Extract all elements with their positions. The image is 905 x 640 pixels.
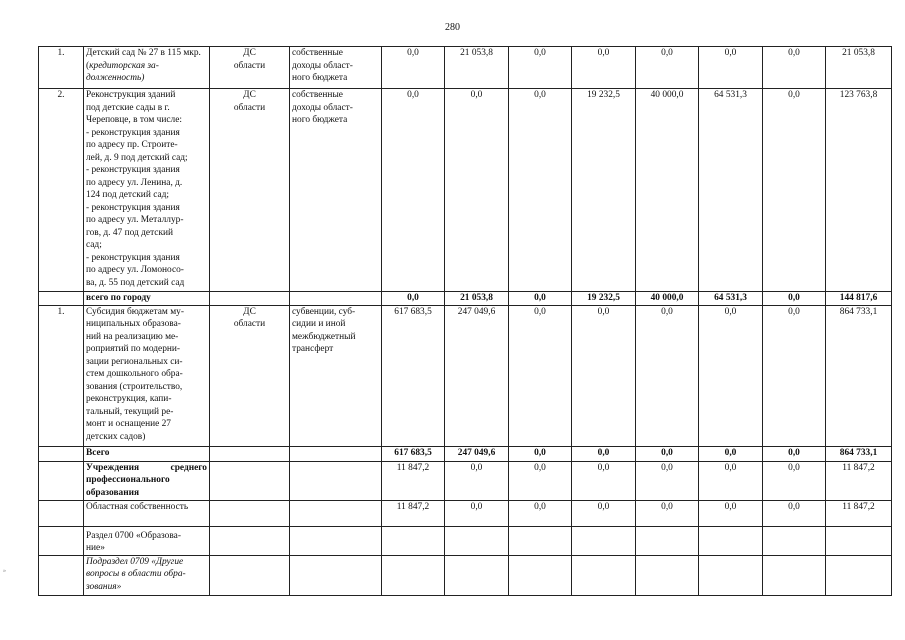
empty-cell bbox=[39, 446, 84, 461]
value-cell: 0,0 bbox=[509, 305, 572, 446]
value-cell: 64 531,3 bbox=[699, 292, 763, 306]
row-source: собственные доходы област- ного бюджета bbox=[290, 89, 382, 292]
value-cell: 0,0 bbox=[509, 500, 572, 526]
empty-cell bbox=[572, 526, 636, 555]
value-cell: 864 733,1 bbox=[826, 446, 892, 461]
empty-cell bbox=[509, 555, 572, 595]
value-cell: 0,0 bbox=[636, 446, 699, 461]
table-row bbox=[39, 526, 892, 555]
value-cell: 144 817,6 bbox=[826, 292, 892, 306]
value-cell: 19 232,5 bbox=[572, 292, 636, 306]
value-cell: 11 847,2 bbox=[826, 461, 892, 500]
row-owner: ДС области bbox=[210, 47, 290, 89]
empty-cell bbox=[445, 526, 509, 555]
empty-cell bbox=[763, 526, 826, 555]
value-cell: 0,0 bbox=[572, 47, 636, 89]
value-cell: 64 531,3 bbox=[699, 89, 763, 292]
value-cell: 864 733,1 bbox=[826, 305, 892, 446]
row-number: 1. bbox=[39, 47, 84, 89]
empty-cell bbox=[39, 500, 84, 526]
value-cell: 0,0 bbox=[699, 500, 763, 526]
row-description-italic: кредиторская за-долженность) bbox=[86, 60, 159, 83]
row-label: Учреждения среднего профессионального образования bbox=[84, 461, 210, 500]
empty-cell bbox=[290, 500, 382, 526]
empty-cell bbox=[39, 555, 84, 595]
value-cell: 0,0 bbox=[699, 47, 763, 89]
value-cell: 11 847,2 bbox=[382, 461, 445, 500]
value-cell: 11 847,2 bbox=[382, 500, 445, 526]
row-label: Областная собственность bbox=[84, 500, 210, 526]
row-label: Всего bbox=[84, 446, 210, 461]
empty-cell bbox=[210, 292, 290, 306]
value-cell: 123 763,8 bbox=[826, 89, 892, 292]
value-cell: 0,0 bbox=[509, 446, 572, 461]
empty-cell bbox=[445, 555, 509, 595]
value-cell: 0,0 bbox=[445, 461, 509, 500]
empty-cell bbox=[382, 555, 445, 595]
empty-cell bbox=[39, 461, 84, 500]
value-cell: 0,0 bbox=[699, 305, 763, 446]
empty-cell bbox=[509, 526, 572, 555]
value-cell: 617 683,5 bbox=[382, 305, 445, 446]
table-row bbox=[39, 292, 892, 306]
value-cell: 21 053,8 bbox=[445, 47, 509, 89]
value-cell: 19 232,5 bbox=[572, 89, 636, 292]
row-label: всего по городу bbox=[84, 292, 210, 306]
value-cell: 0,0 bbox=[763, 446, 826, 461]
value-cell: 21 053,8 bbox=[826, 47, 892, 89]
empty-cell bbox=[290, 446, 382, 461]
empty-cell bbox=[382, 526, 445, 555]
value-cell: 0,0 bbox=[382, 47, 445, 89]
budget-table bbox=[38, 46, 892, 596]
empty-cell bbox=[699, 526, 763, 555]
value-cell: 0,0 bbox=[509, 461, 572, 500]
value-cell: 21 053,8 bbox=[445, 292, 509, 306]
table-row bbox=[39, 47, 892, 89]
value-cell: 0,0 bbox=[636, 500, 699, 526]
value-cell: 247 049,6 bbox=[445, 305, 509, 446]
empty-cell bbox=[636, 555, 699, 595]
value-cell: 0,0 bbox=[636, 461, 699, 500]
table-row bbox=[39, 89, 892, 292]
empty-cell bbox=[210, 500, 290, 526]
value-cell: 11 847,2 bbox=[826, 500, 892, 526]
table-row bbox=[39, 305, 892, 446]
row-description-text: Детский сад № 27 в 115 мкр. ( bbox=[86, 48, 201, 71]
value-cell: 0,0 bbox=[509, 292, 572, 306]
table-row bbox=[39, 500, 892, 526]
empty-cell bbox=[210, 555, 290, 595]
row-label: Раздел 0700 «Образова- ние» bbox=[84, 526, 210, 555]
row-number: 2. bbox=[39, 89, 84, 292]
value-cell: 40 000,0 bbox=[636, 89, 699, 292]
empty-cell bbox=[290, 461, 382, 500]
value-cell: 0,0 bbox=[509, 89, 572, 292]
empty-cell bbox=[290, 292, 382, 306]
empty-cell bbox=[636, 526, 699, 555]
row-label: Подраздел 0709 «Другие вопросы в области обра- зования» bbox=[84, 555, 210, 595]
value-cell: 0,0 bbox=[763, 461, 826, 500]
row-description: Реконструкция зданий под детские сады в г. Череповце, в том числе: - реконструкция здания по адресу пр. Строите- лей, д. 9 под детский сад; - реконструкция здания по адресу ул. Ленина, д. 124 под детский сад; - реконструкция здания по адресу ул. Металлур- гов, д. 47 под детский сад; - реконструкция здания по адресу ул. Ломоносо- ва, д. 55 под детский сад bbox=[84, 89, 210, 292]
value-cell: 0,0 bbox=[572, 461, 636, 500]
row-description bbox=[84, 47, 210, 89]
value-cell: 0,0 bbox=[572, 446, 636, 461]
empty-cell bbox=[572, 555, 636, 595]
value-cell: 40 000,0 bbox=[636, 292, 699, 306]
value-cell: 0,0 bbox=[763, 500, 826, 526]
value-cell: 617 683,5 bbox=[382, 446, 445, 461]
table-row bbox=[39, 461, 892, 500]
empty-cell bbox=[210, 461, 290, 500]
empty-cell bbox=[826, 555, 892, 595]
value-cell: 0,0 bbox=[382, 89, 445, 292]
value-cell: 0,0 bbox=[636, 47, 699, 89]
value-cell: 0,0 bbox=[382, 292, 445, 306]
value-cell: 0,0 bbox=[763, 292, 826, 306]
row-source: субвенции, суб- сидии и иной межбюджетный трансферт bbox=[290, 305, 382, 446]
value-cell: 0,0 bbox=[572, 500, 636, 526]
row-number: 1. bbox=[39, 305, 84, 446]
value-cell: 0,0 bbox=[509, 47, 572, 89]
value-cell: 0,0 bbox=[636, 305, 699, 446]
value-cell: 0,0 bbox=[699, 446, 763, 461]
empty-cell bbox=[763, 555, 826, 595]
table-row bbox=[39, 555, 892, 595]
value-cell: 0,0 bbox=[445, 500, 509, 526]
empty-cell bbox=[210, 446, 290, 461]
empty-cell bbox=[290, 555, 382, 595]
empty-cell bbox=[826, 526, 892, 555]
page-number: 280 bbox=[445, 22, 460, 33]
value-cell: 0,0 bbox=[572, 305, 636, 446]
empty-cell bbox=[210, 526, 290, 555]
edge-mark: » bbox=[3, 568, 6, 574]
empty-cell bbox=[699, 555, 763, 595]
row-owner: ДС области bbox=[210, 89, 290, 292]
value-cell: 0,0 bbox=[763, 47, 826, 89]
table-row bbox=[39, 446, 892, 461]
empty-cell bbox=[290, 526, 382, 555]
value-cell: 0,0 bbox=[445, 89, 509, 292]
value-cell: 0,0 bbox=[699, 461, 763, 500]
value-cell: 0,0 bbox=[763, 305, 826, 446]
empty-cell bbox=[39, 526, 84, 555]
value-cell: 247 049,6 bbox=[445, 446, 509, 461]
row-source: собственные доходы област- ного бюджета bbox=[290, 47, 382, 89]
value-cell: 0,0 bbox=[763, 89, 826, 292]
row-owner: ДС области bbox=[210, 305, 290, 446]
empty-cell bbox=[39, 292, 84, 306]
row-description: Субсидия бюджетам му- ниципальных образова- ний на реализацию ме- роприятий по модерни- зации региональных си- стем дошкольного обра- зования (строительство, реконструкция, капи- тальный, текущий ре- монт и оснащение 27 детских садов) bbox=[84, 305, 210, 446]
